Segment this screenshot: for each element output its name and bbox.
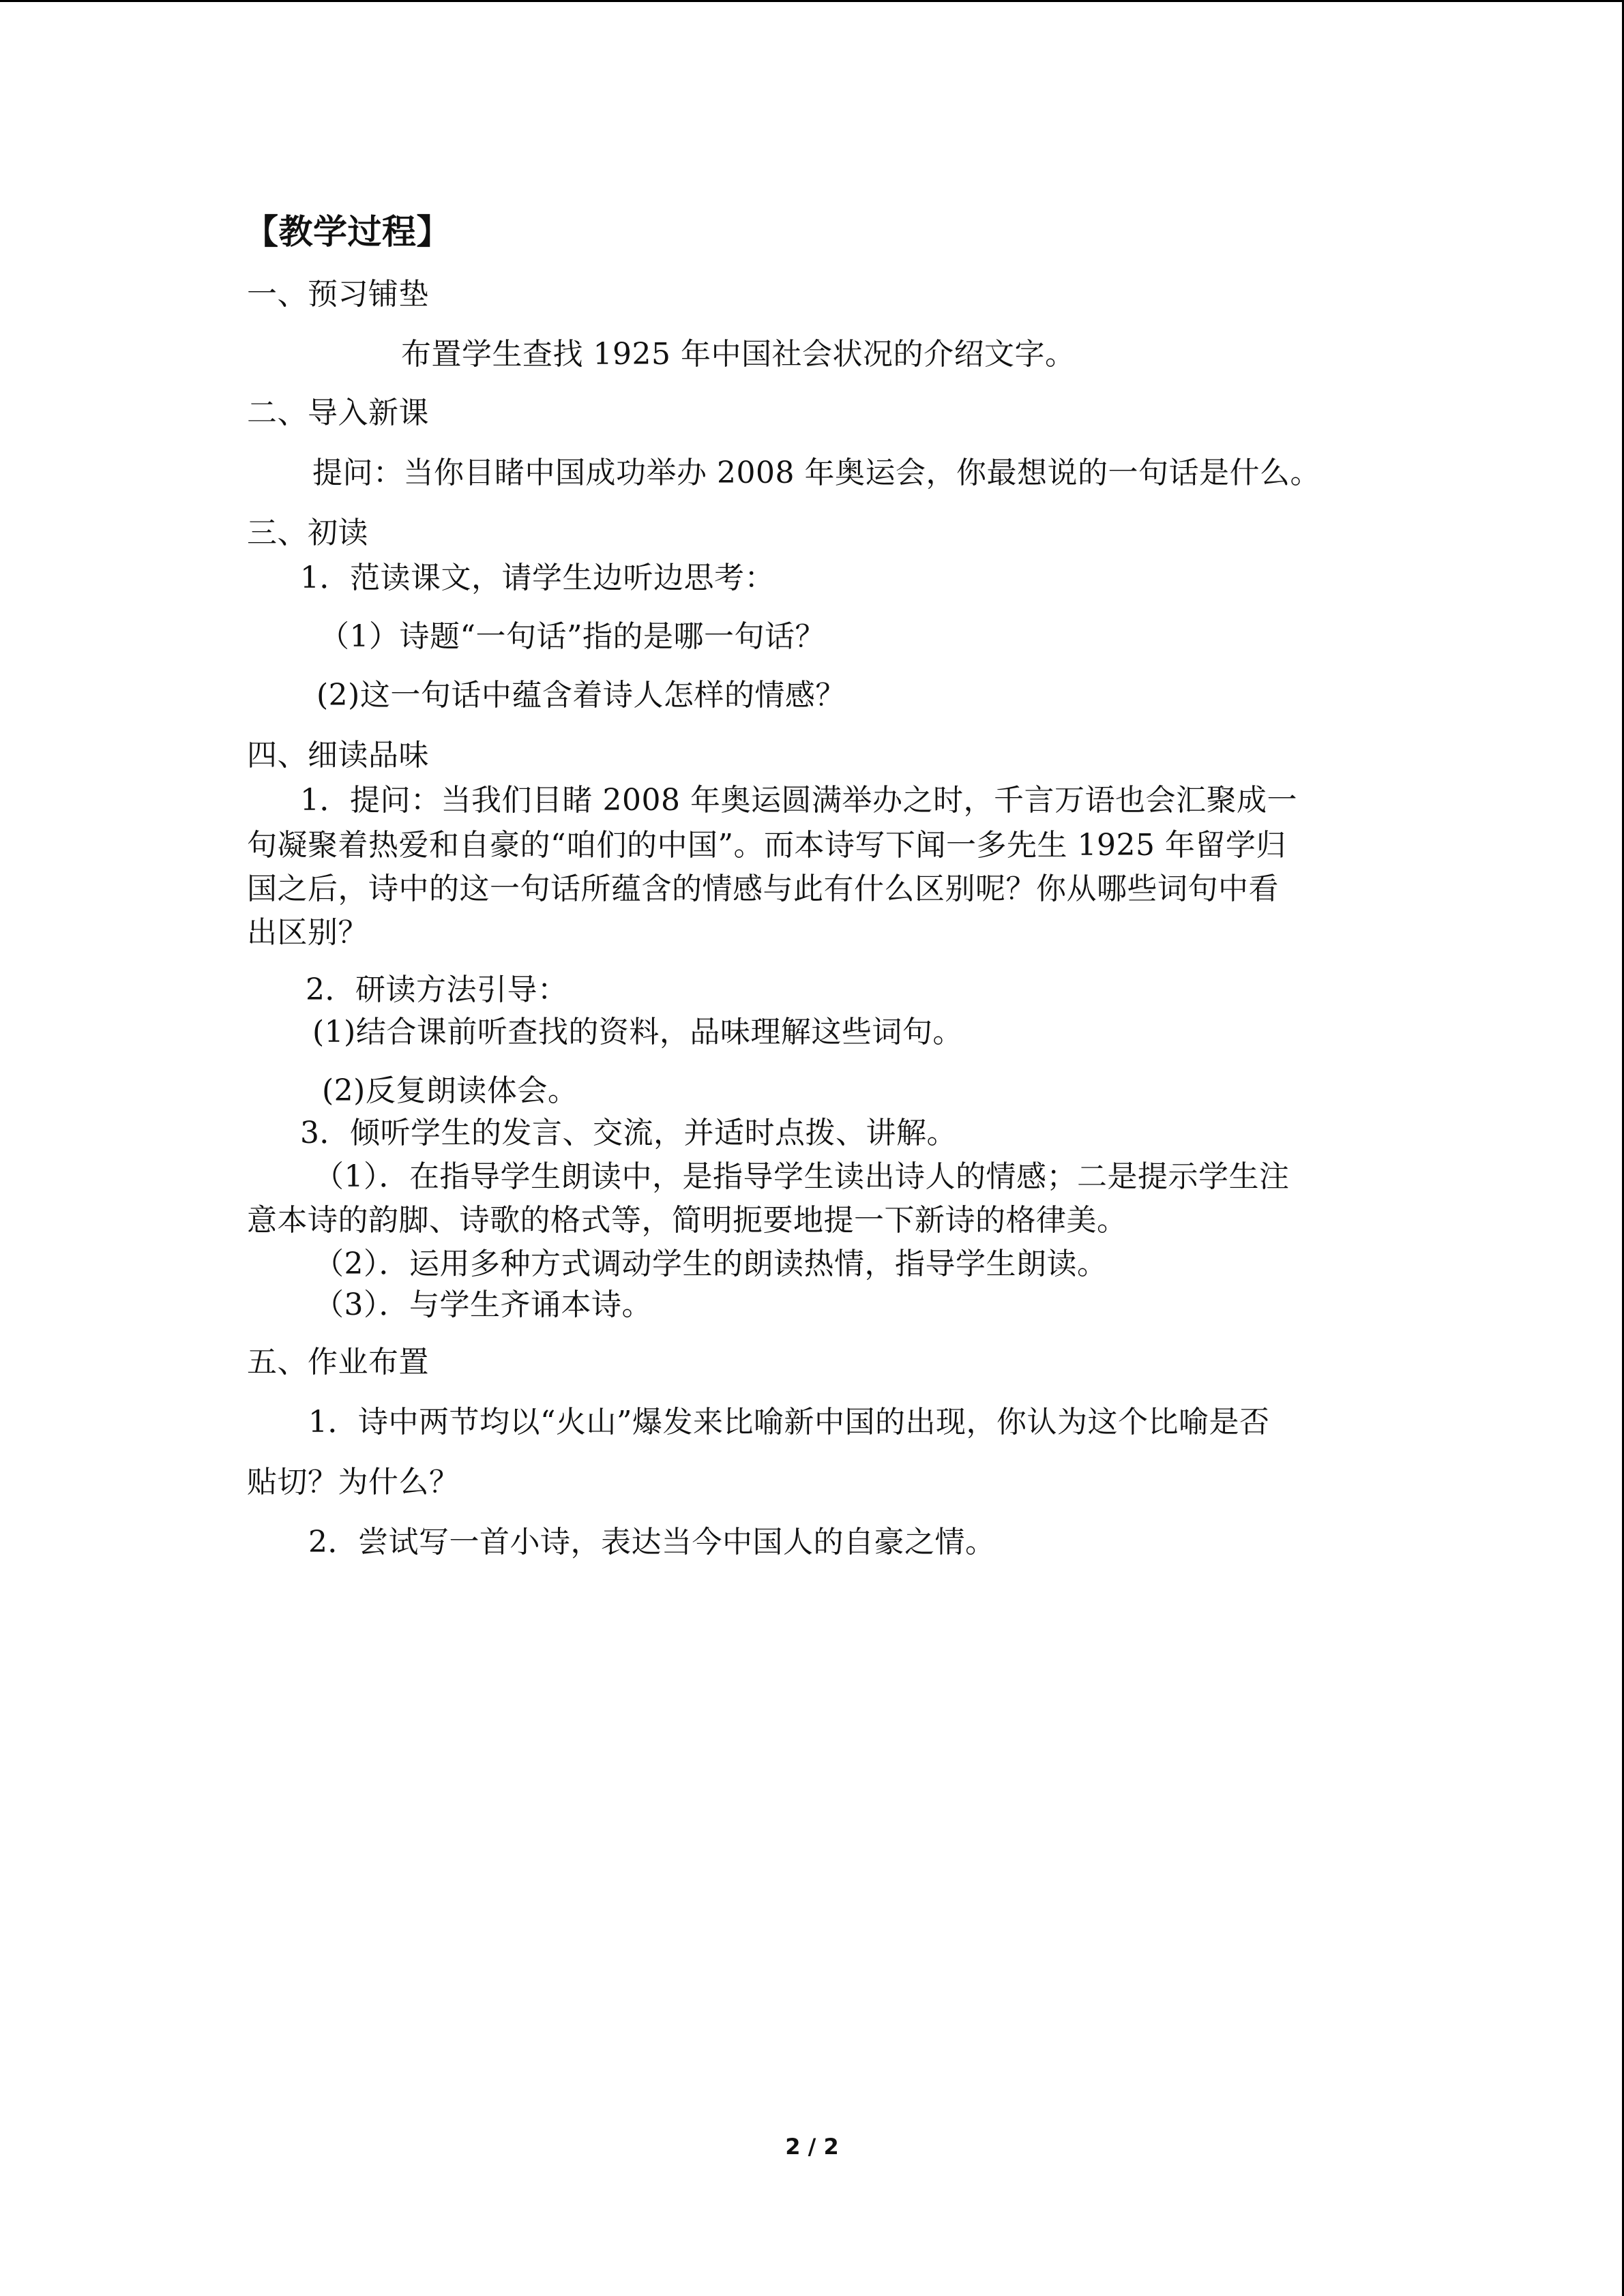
paragraph-line: （1）．在指导学生朗读中，是指导学生读出诗人的情感；二是提示学生注 bbox=[314, 1159, 1290, 1194]
paragraph-line: 布置学生查找 1925 年中国社会状况的介绍文字。 bbox=[401, 337, 1076, 372]
paragraph-line: 贴切？为什么？ bbox=[247, 1465, 460, 1500]
paragraph-line: 出区别？ bbox=[247, 915, 368, 950]
paragraph-line: 1．提问：当我们目睹 2008 年奥运圆满举办之时，千言万语也会汇聚成一 bbox=[300, 783, 1297, 818]
list-item: 2．研读方法引导： bbox=[306, 972, 568, 1007]
list-item: (2)这一句话中蕴含着诗人怎样的情感？ bbox=[316, 678, 846, 713]
list-item: （2）．运用多种方式调动学生的朗读热情，指导学生朗读。 bbox=[314, 1247, 1108, 1281]
section-4-title: 四、细读品味 bbox=[247, 738, 429, 773]
paragraph-line: 意本诗的韵脚、诗歌的格式等，简明扼要地提一下新诗的格律美。 bbox=[247, 1203, 1127, 1238]
paragraph-line: 2．尝试写一首小诗，表达当今中国人的自豪之情。 bbox=[308, 1525, 996, 1560]
list-item: 3．倾听学生的发言、交流，并适时点拨、讲解。 bbox=[300, 1116, 957, 1150]
list-item: (1)结合课前听查找的资料，品味理解这些词句。 bbox=[312, 1015, 963, 1049]
list-item: （3）．与学生齐诵本诗。 bbox=[314, 1287, 652, 1322]
paragraph-line: 1．诗中两节均以“火山”爆发来比喻新中国的出现，你认为这个比喻是否 bbox=[308, 1405, 1270, 1440]
page-number: 2 / 2 bbox=[785, 2134, 839, 2160]
section-1-title: 一、预习铺垫 bbox=[247, 277, 429, 312]
list-item: （1）诗题“一句话”指的是哪一句话？ bbox=[319, 619, 825, 654]
page-border-top bbox=[0, 0, 1624, 2]
paragraph-line: 句凝聚着热爱和自豪的“咱们的中国”。而本诗写下闻一多先生 1925 年留学归 bbox=[247, 828, 1286, 863]
section-3-title: 三、初读 bbox=[247, 516, 368, 550]
section-5-title: 五、作业布置 bbox=[247, 1345, 429, 1380]
section-heading: 【教学过程】 bbox=[244, 212, 451, 252]
paragraph-line: 提问：当你目睹中国成功举办 2008 年奥运会，你最想说的一句话是什么。 bbox=[312, 456, 1320, 490]
list-item: (2)反复朗读体会。 bbox=[322, 1073, 578, 1108]
section-2-title: 二、导入新课 bbox=[247, 396, 429, 430]
paragraph-line: 国之后，诗中的这一句话所蕴含的情感与此有什么区别呢？你从哪些词句中看 bbox=[247, 871, 1279, 906]
list-item: 1．范读课文，请学生边听边思考： bbox=[300, 561, 775, 595]
